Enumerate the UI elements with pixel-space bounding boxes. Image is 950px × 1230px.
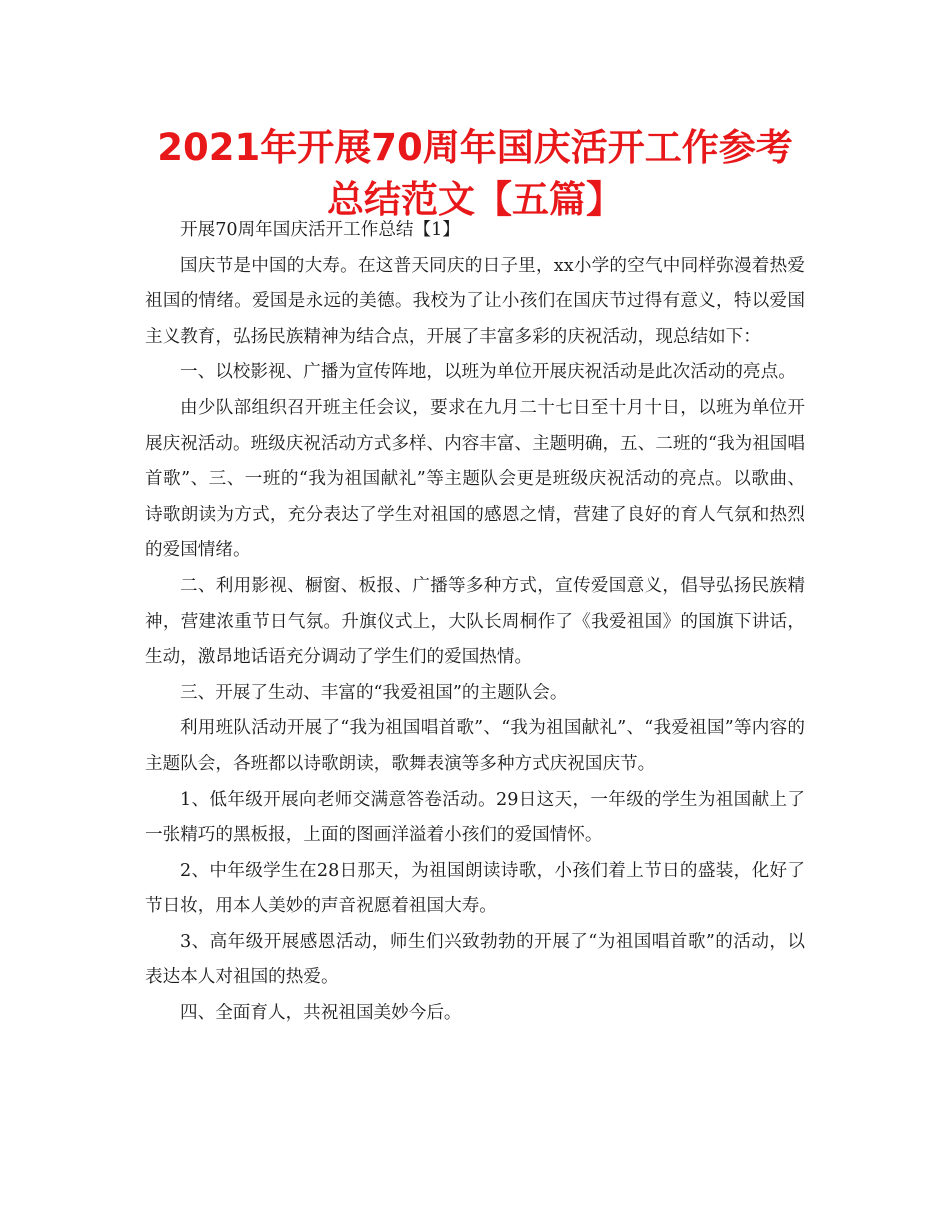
- paragraph: 利用班队活动开展了“我为祖国唱首歌”、“我为祖国献礼”、“我爱祖国”等内容的主题队会，各班都以诗歌朗读，歌舞表演等多种方式庆祝国庆节。: [145, 718, 805, 774]
- paragraph: 1、低年级开展向老师交满意答卷活动。29日这天，一年级的学生为祖国献上了一张精巧的黑板报，上面的图画洋溢着小孩们的爱国情怀。: [145, 789, 805, 846]
- paragraph: 二、利用影视、橱窗、板报、广播等多种方式，宣传爱国意义，倡导弘扬民族精神，营建浓重节日气氛。升旗仪式上，大队长周桐作了《我爱祖国》的国旗下讲话，生动，激昂地话语充分调动了学生们的爱国热情。: [145, 575, 805, 668]
- document-body: [145, 213, 805, 1032]
- paragraph: 四、全面育人，共祝祖国美妙今后。: [180, 1003, 462, 1024]
- paragraph: 2、中年级学生在28日那天，为祖国朗读诗歌，小孩们着上节日的盛装，化好了节日妆，用本人美妙的声音祝愿着祖国大寿。: [145, 860, 805, 917]
- paragraph: 三、开展了生动、丰富的“我爱祖国”的主题队会。: [180, 682, 568, 703]
- paragraph: 3、高年级开展感恩活动，师生们兴致勃勃的开展了“为祖国唱首歌”的活动，以表达本人对祖国的热爱。: [145, 931, 805, 988]
- document-title: 2021年开展70周年国庆活开工作参考总结范文【五篇】: [157, 126, 793, 221]
- section-heading: 开展70周年国庆活开工作总结【1】: [180, 220, 460, 240]
- paragraph: 一、以校影视、广播为宣传阵地，以班为单位开展庆祝活动是此次活动的亮点。: [180, 362, 796, 383]
- paragraph: 国庆节是中国的大寿。在这普天同庆的日子里，xx小学的空气中同样弥漫着热爱祖国的情绪。爱国是永远的美德。我校为了让小孩们在国庆节过得有意义，特以爱国主义教育，弘扬民族精神为结合点，开展了丰富多彩的庆祝活动，现总结如下：: [145, 255, 805, 347]
- paragraph: 由少队部组织召开班主任会议，要求在九月二十七日至十月十日，以班为单位开展庆祝活动。班级庆祝活动方式多样、内容丰富、主题明确，五、二班的“我为祖国唱首歌”、三、一班的“我为祖国献礼”等主题队会更是班级庆祝活动的亮点。以歌曲、诗歌朗读为方式，充分表达了学生对祖国的感恩之情，营建了良好的育人气氛和热烈的爱国情绪。: [145, 397, 805, 561]
